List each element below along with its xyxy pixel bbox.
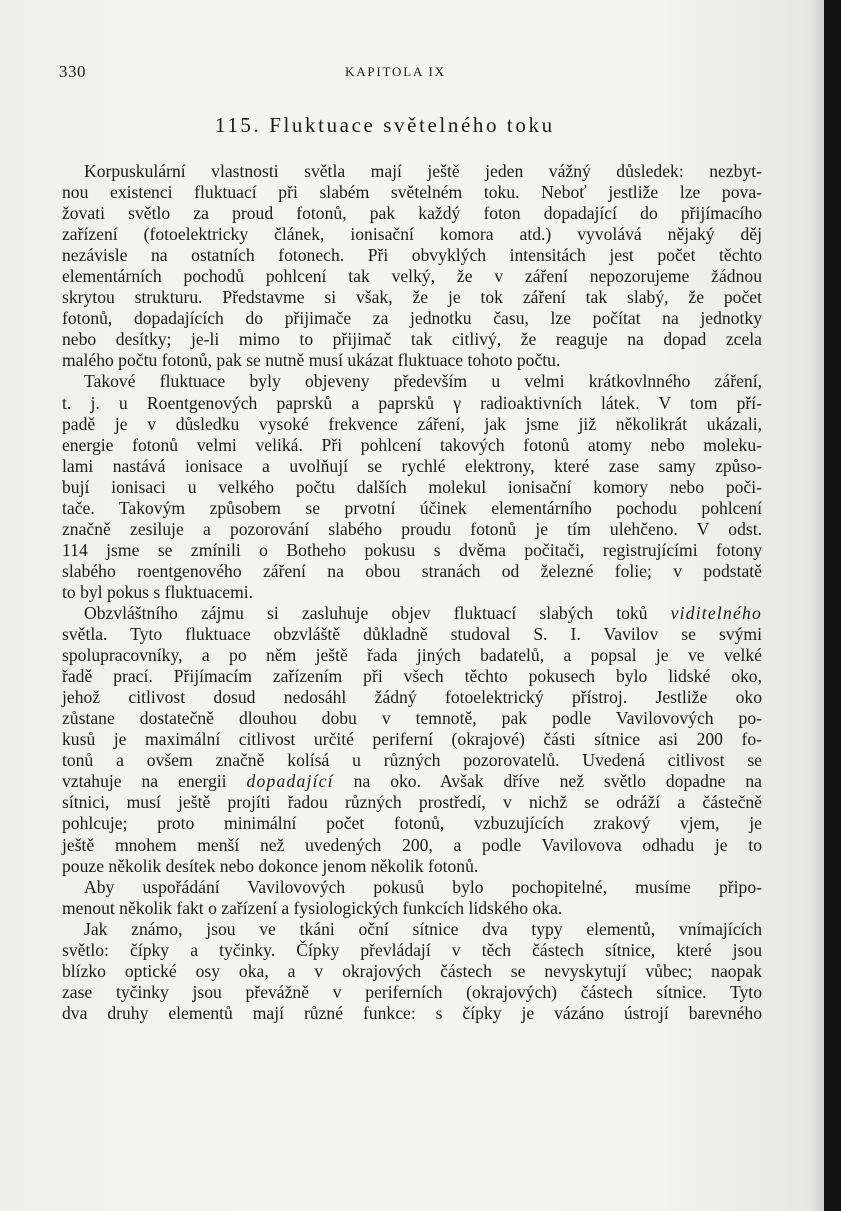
running-head: KAPITOLA IX [345, 64, 446, 79]
text-fragment: Obzvláštního zájmu si zasluhuje objev fluktuací slabých toků [84, 602, 671, 623]
text-line: nezávisle na ostatních fotonech. Při obvyklých intensitách jest počet těchto [62, 245, 762, 266]
text-line: slabého roentgenového záření na obou stranách od železné folie; v podstatě [62, 560, 762, 581]
page-number: 330 [59, 62, 86, 81]
text-line: Aby uspořádání Vavilovových pokusů bylo pochopitelné, musíme připo- [84, 876, 762, 897]
text-fragment: vztahuje na energii [62, 771, 247, 792]
text-line [62, 771, 762, 792]
text-line: nou existenci fluktuací při slabém světelném toku. Neboť jestliže lze pova- [62, 182, 762, 203]
text-line [62, 603, 762, 624]
text-line: energie fotonů velmi veliká. Při pohlcení takových fotonů atomy nebo moleku- [62, 434, 762, 455]
text-fragment: na oko. Avšak dříve než světlo dopadne na [333, 771, 762, 792]
body-text [62, 161, 762, 1024]
page-gutter-shadow [810, 0, 824, 1211]
page-header [59, 62, 759, 86]
text-line: pohlcuje; proto minimální počet fotonů, vzbuzujících zrakový vjem, je [62, 813, 762, 834]
text-line: pouze několik desítek nebo dokonce jenom několik fotonů. [62, 855, 479, 876]
text-line: skrytou strukturu. Představme si však, že je tok záření tak slabý, že počet [62, 287, 762, 308]
text-line: řadě prací. Přijímacím zařízením při všech těchto pokusech bylo lidské oko, [62, 666, 762, 687]
emphasized-word: dopadající [246, 771, 334, 792]
text-line: zase tyčinky jsou převážně v periferních (okrajových) částech sítnice. Tyto [62, 981, 762, 1002]
text-line: značně zesiluje a pozorování slabého proudu fotonů je tím ulehčeno. V odst. [62, 518, 762, 539]
text-line: ještě mnohem menší než uvedených 200, a podle Vavilovova odhadu je to [62, 834, 762, 855]
text-line: spolupracovníky, a po něm ještě řada jiných badatelů, a popsal je ve velké [62, 645, 762, 666]
section-title: 115. Fluktuace světelného toku [215, 113, 555, 137]
text-line: bují ionisaci u velkého počtu dalších molekul ionisační komory nebo poči- [62, 476, 762, 497]
text-line [62, 624, 762, 645]
text-line: Jak známo, jsou ve tkáni oční sítnice dva typy elementů, vnímajících [84, 918, 762, 939]
text-line: sítnici, musí ještě projíti řadou různých prostředí, v nichž se odráží a částečně [62, 792, 762, 813]
text-line: 114 jsme se zmínili o Botheho pokusu s dvěma počitači, registrujícími fotony [62, 539, 762, 560]
text-line: menout několik fakt o zařízení a fysiologických funkcích lidského oka. [62, 897, 563, 918]
text-line: tače. Takovým způsobem se prvotní účinek elementárního pochodu pohlcení [62, 497, 762, 518]
text-line: jehož citlivost dosud nedosáhl žádný fotoelektrický přístroj. Jestliže oko [62, 687, 762, 708]
text-line: Takové fluktuace byly objeveny především u velmi krátkovlnného záření, [84, 371, 762, 392]
text-line: žovati světlo za proud fotonů, pak každý foton dopadající do přijímacího [62, 203, 762, 224]
text-line: nebo desítky; je-li mimo to přijimač tak citlivý, že reaguje na dopad zcela [62, 329, 762, 350]
text-line: malého počtu fotonů, pak se nutně musí ukázat fluktuace tohoto počtu. [62, 350, 561, 371]
text-line: to byl pokus s fluktuacemi. [62, 581, 254, 602]
text-line: fotonů, dopadajících do přijimače za jednotku času, lze počítat na jednotky [62, 308, 762, 329]
text-line: t. j. u Roentgenových paprsků a paprsků γ radioaktivních látek. V tom pří- [62, 392, 762, 413]
text-line: padě je v důsledku vysoké frekvence záření, jak jsme již několikrát ukázali, [62, 413, 762, 434]
text-line: elementárních pochodů pohlcení tak velký, že v záření nepozorujeme žádnou [62, 266, 762, 287]
text-line: dva druhy elementů mají různé funkce: s čípky je vázáno ústrojí barevného [62, 1002, 762, 1023]
text-line: lami nastává ionisace a uvolňují se rychlé elektrony, které zase samy způso- [62, 455, 762, 476]
text-line: kusů je maximální citlivost určité periferní (okrajové) části sítnice asi 200 fo- [62, 729, 762, 750]
text-line: tonů a ovšem značně kolísá u různých pozorovatelů. Uvedená citlivost se [62, 750, 762, 771]
text-fragment: světla. Tyto fluktuace obzvláště důkladně studoval S. I. Vavilov se svými [62, 624, 762, 645]
text-line: světlo: čípky a tyčinky. Čípky převládají v těch částech sítnice, které jsou [62, 939, 762, 960]
text-line: zůstane dostatečně dlouhou dobu v temnotě, pak podle Vavilovových po- [62, 708, 762, 729]
text-line: zařízení (fotoelektricky článek, ionisační komora atd.) vyvolává nějaký děj [62, 224, 762, 245]
text-line: blízko optické osy oka, a v okrajových částech se nevyskytují vůbec; naopak [62, 960, 762, 981]
emphasized-word: viditelného [670, 602, 762, 623]
text-line: Korpuskulární vlastnosti světla mají ještě jeden vážný důsledek: nezbyt- [84, 161, 762, 181]
